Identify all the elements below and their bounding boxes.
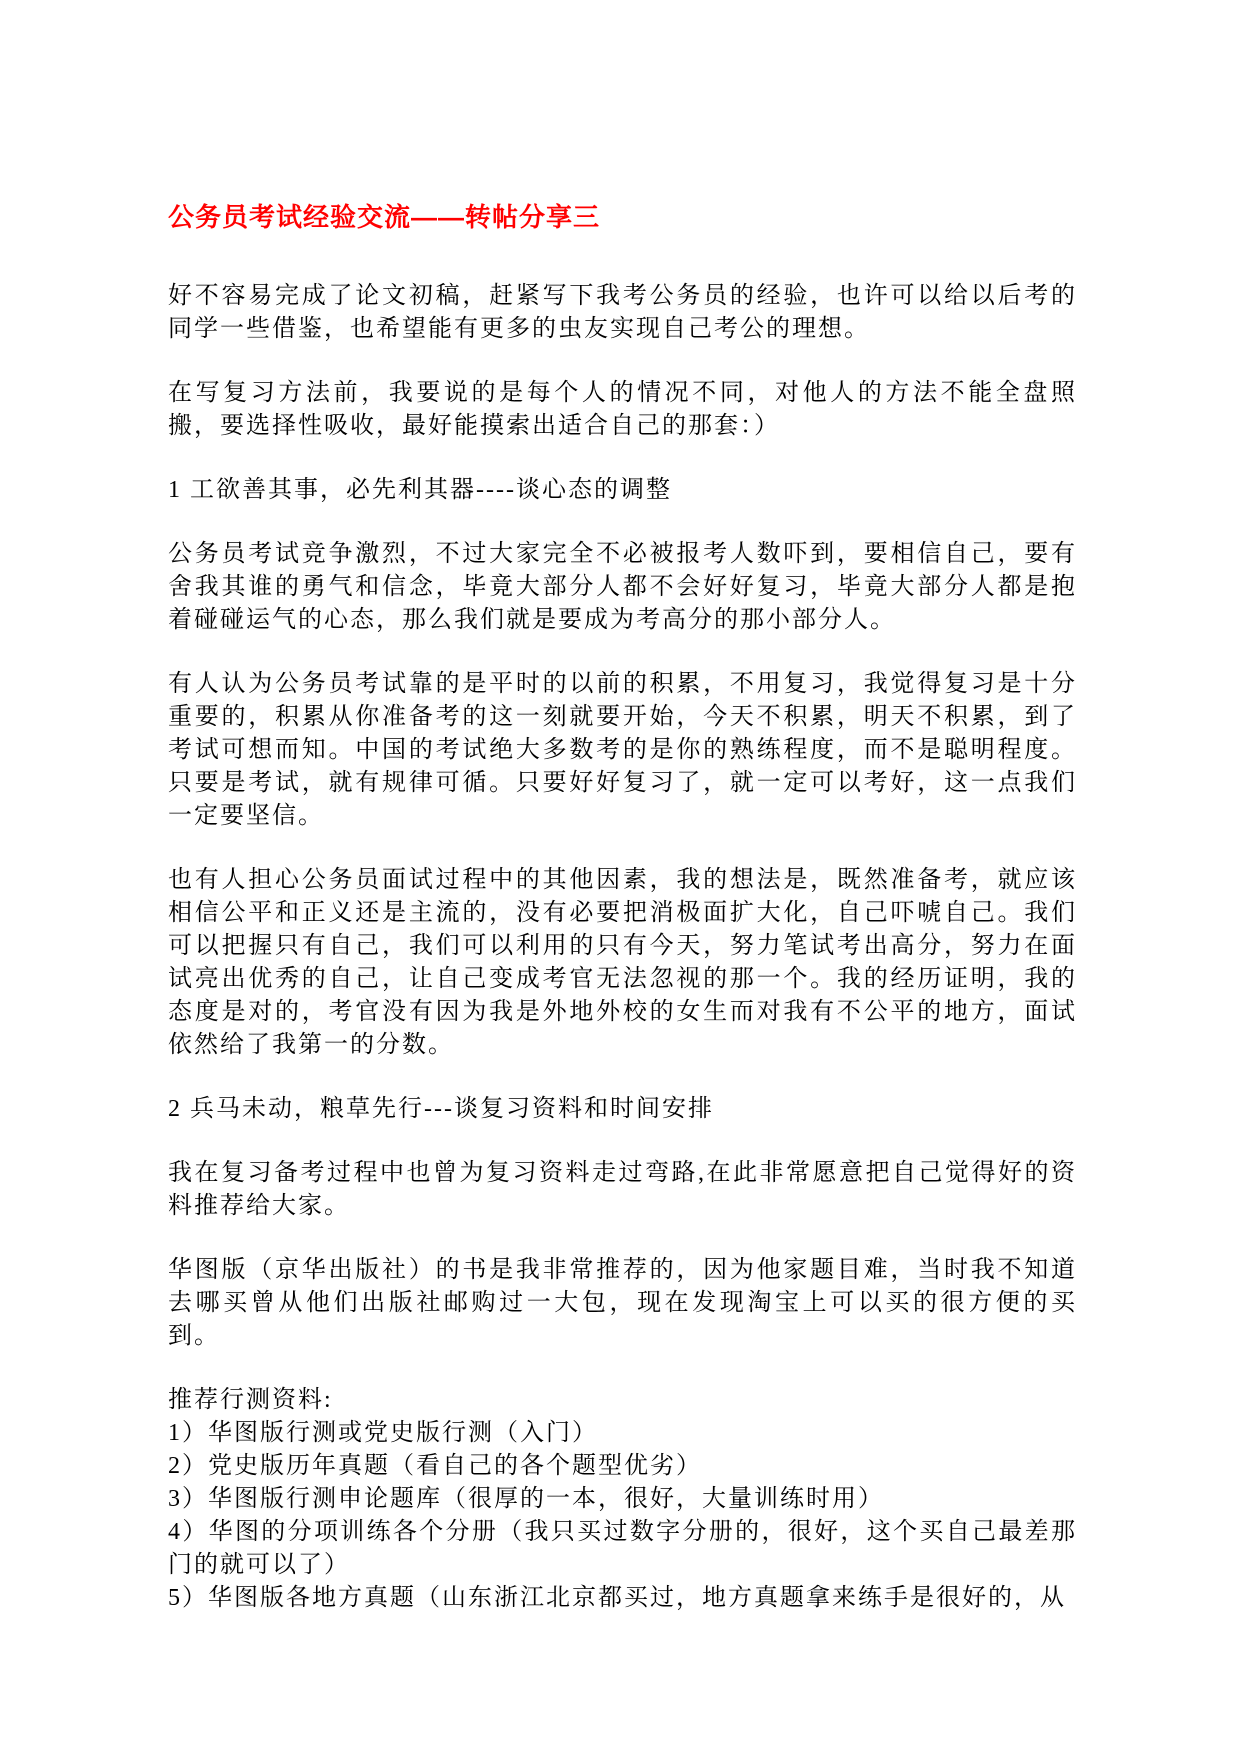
paragraph-competition: 公务员考试竞争激烈，不过大家完全不必被报考人数吓到，要相信自己，要有舍我其谁的勇气和信念，毕竟大部分人都不会好好复习，毕竟大部分人都是抱着碰碰运气的心态，那么我们就是要成为考高分的那小部分人。: [168, 541, 1077, 633]
list-item-1: 1）华图版行测或党史版行测（入门）: [168, 1420, 598, 1446]
list-item-3: 3）华图版行测申论题库（很厚的一本，很好，大量训练时用）: [168, 1486, 884, 1512]
paragraph-intro: 好不容易完成了论文初稿，赶紧写下我考公务员的经验，也许可以给以后考的同学一些借鉴，也希望能有更多的虫友实现自己考公的理想。: [168, 283, 1077, 342]
list-item-5: 5）华图版各地方真题（山东浙江北京都买过，地方真题拿来练手是很好的，从: [168, 1585, 1066, 1611]
paragraph-huatu-books: 华图版（京华出版社）的书是我非常推荐的，因为他家题目难，当时我不知道去哪买曾从他们出版社邮购过一大包，现在发现淘宝上可以买的很方便的买到。: [168, 1257, 1077, 1349]
recommended-materials-list: [168, 1384, 1077, 1615]
list-header: 推荐行测资料:: [168, 1387, 333, 1413]
list-item-2: 2）党史版历年真题（看自己的各个题型优劣）: [168, 1453, 702, 1479]
paragraph-accumulation: 有人认为公务员考试靠的是平时的以前的积累，不用复习，我觉得复习是十分重要的，积累从你准备考的这一刻就要开始，今天不积累，明天不积累，到了考试可想而知。中国的考试绝大多数考的是你的熟练程度，而不是聪明程度。只要是考试，就有规律可循。只要好好复习了，就一定可以考好，这一点我们一定要坚信。: [168, 671, 1077, 829]
section-heading-2: 2 兵马未动，粮草先行---谈复习资料和时间安排: [168, 1096, 714, 1122]
paragraph-preface: 在写复习方法前，我要说的是每个人的情况不同，对他人的方法不能全盘照搬，要选择性吸收，最好能摸索出适合自己的那套：）: [168, 380, 1077, 439]
paragraph-interview-fairness: 也有人担心公务员面试过程中的其他因素，我的想法是，既然准备考，就应该相信公平和正义还是主流的，没有必要把消极面扩大化，自己吓唬自己。我们可以把握只有自己，我们可以利用的只有今天，努力笔试考出高分，努力在面试亮出优秀的自己，让自己变成考官无法忽视的那一个。我的经历证明，我的态度是对的，考官没有因为我是外地外校的女生而对我有不公平的地方，面试依然给了我第一的分数。: [168, 867, 1077, 1058]
list-item-4: 4）华图的分项训练各个分册（我只买过数字分册的，很好，这个买自己最差那门的就可以了）: [168, 1519, 1077, 1578]
section-heading-1: 1 工欲善其事，必先利其器----谈心态的调整: [168, 477, 672, 503]
document-title: 公务员考试经验交流——转帖分享三: [168, 202, 601, 232]
paragraph-materials-intro: 我在复习备考过程中也曾为复习资料走过弯路,在此非常愿意把自己觉得好的资料推荐给大家。: [168, 1160, 1077, 1219]
